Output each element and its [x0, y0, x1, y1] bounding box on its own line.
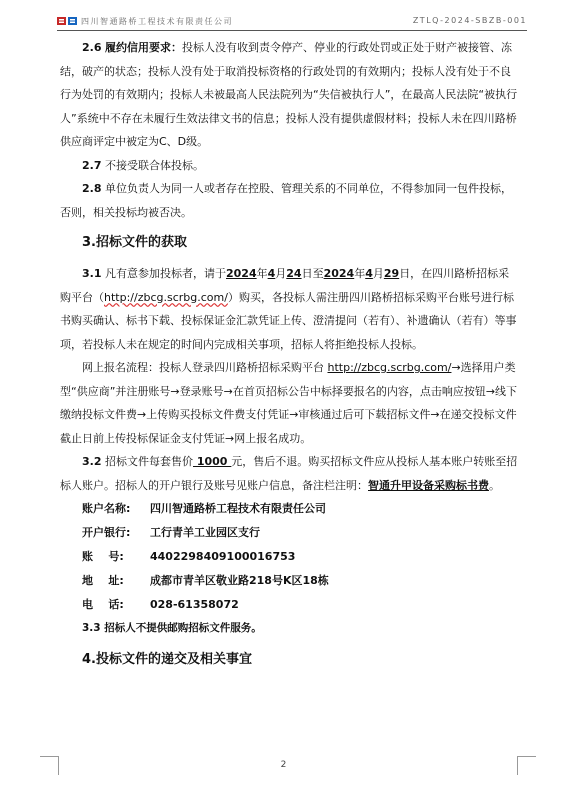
clause-2-8: 2.8 单位负责人为同一人或者存在控股、管理关系的不同单位，不得参加同一包件投标，否则，相关投标均被否决。: [60, 182, 512, 219]
payment-note: 智通升甲设备采购标书费: [368, 478, 489, 492]
account-bank: 工行青羊工业园区支行: [150, 526, 260, 539]
end-month: 4: [365, 267, 373, 280]
account-number-row: 账 号: 4402298409100016753: [82, 550, 296, 563]
start-year: 2024: [226, 267, 257, 280]
platform-url[interactable]: http://zbcg.scrbg.com/: [104, 290, 228, 304]
online-platform-url[interactable]: http://zbcg.scrbg.com/: [327, 361, 452, 374]
account-name-row: 账户名称: 四川智通路桥工程技术有限责任公司: [82, 502, 326, 515]
account-address: 成都市青羊区敬业路218号K区18栋: [150, 574, 329, 587]
clause-2-6-title: 履约信用要求：: [105, 41, 182, 54]
account-address-row: 地 址: 成都市青羊区敬业路218号K区18栋: [82, 574, 329, 587]
section-4-heading: 4.投标文件的递交及相关事宜: [82, 651, 252, 667]
account-info: [60, 497, 520, 617]
end-day: 29: [383, 267, 400, 280]
document-price: 1000: [193, 455, 232, 468]
clause-3-2: 3.2 招标文件每套售价 1000 元，售后不退。购买招标文件应从投标人基本账户转账至招标人账户。招标人的开户银行及账号见账户信息，备注栏注明：智通升甲设备采购标书费。: [60, 455, 518, 492]
clause-3-3: 3.3 招标人不提供邮购招标文件服务。: [82, 622, 262, 634]
clause-2-6: 2.6 履约信用要求：投标人没有收到责令停产、停业的行政处罚或正处于财产被接管、冻结，破产的状态；投标人没有处于取消投标资格的行政处罚的有效期内；投标人没有处于不良行为处罚的有效期内；投标人未被最高人民法院列为“失信被执行人”，在最高人民法院“被执行人”系统中不存在未履行生效法律文书的信息；投标人没有提供虚假材料；投标人未在四川路桥供应商评定中被定为C、D级。: [60, 41, 518, 148]
account-bank-row: 开户银行: 工行青羊工业园区支行: [82, 526, 260, 539]
clause-3-1: 3.1 凡有意参加投标者，请于2024年4月24日至2024年4月29日，在四川路桥招标采购平台（http://zbcg.scrbg.com/）购买，各投标人需注册四川路桥招标采购平台账号进行标书购买确认、标书下载、投标保证金汇款凭证上传、澄清提问（若有）、补遗确认（若有）等事项，若投标人未在规定的时间内完成相关事项，招标人将拒绝投标人投标。: [60, 267, 517, 351]
header-company: 四川智通路桥工程技术有限责任公司: [81, 17, 233, 26]
account-phone-row: 电 话: 028-61358072: [82, 598, 239, 611]
end-year: 2024: [323, 267, 355, 280]
section-3-heading: 3.招标文件的获取: [82, 235, 187, 250]
account-name: 四川智通路桥工程技术有限责任公司: [150, 502, 326, 515]
account-number: 4402298409100016753: [150, 550, 296, 563]
online-registration-process: 网上报名流程：投标人登录四川路桥招标采购平台 http://zbcg.scrbg.com/→选择用户类型“供应商”并注册账号→登录账号→在首页招标公告中标择要报名的内容，点击响应按钮→线下缴纳投标文件费→上传购买投标文件费支付凭证→审核通过后可下载招标文件→在递交投标文件截止日前上传投标保证金支付凭证→网上报名成功。: [60, 361, 518, 445]
header-doc-code: ZTLQ-2024-SBZB-001: [412, 16, 527, 25]
page-header: [57, 14, 527, 31]
account-phone: 028-61358072: [150, 598, 239, 611]
clause-2-7: 2.7 不接受联合体投标。: [82, 158, 204, 172]
company-logo-icon: [57, 15, 79, 27]
page-number: 2: [280, 760, 287, 770]
document-body: [60, 36, 520, 679]
start-day: 24: [286, 267, 302, 280]
start-month: 4: [267, 267, 276, 280]
